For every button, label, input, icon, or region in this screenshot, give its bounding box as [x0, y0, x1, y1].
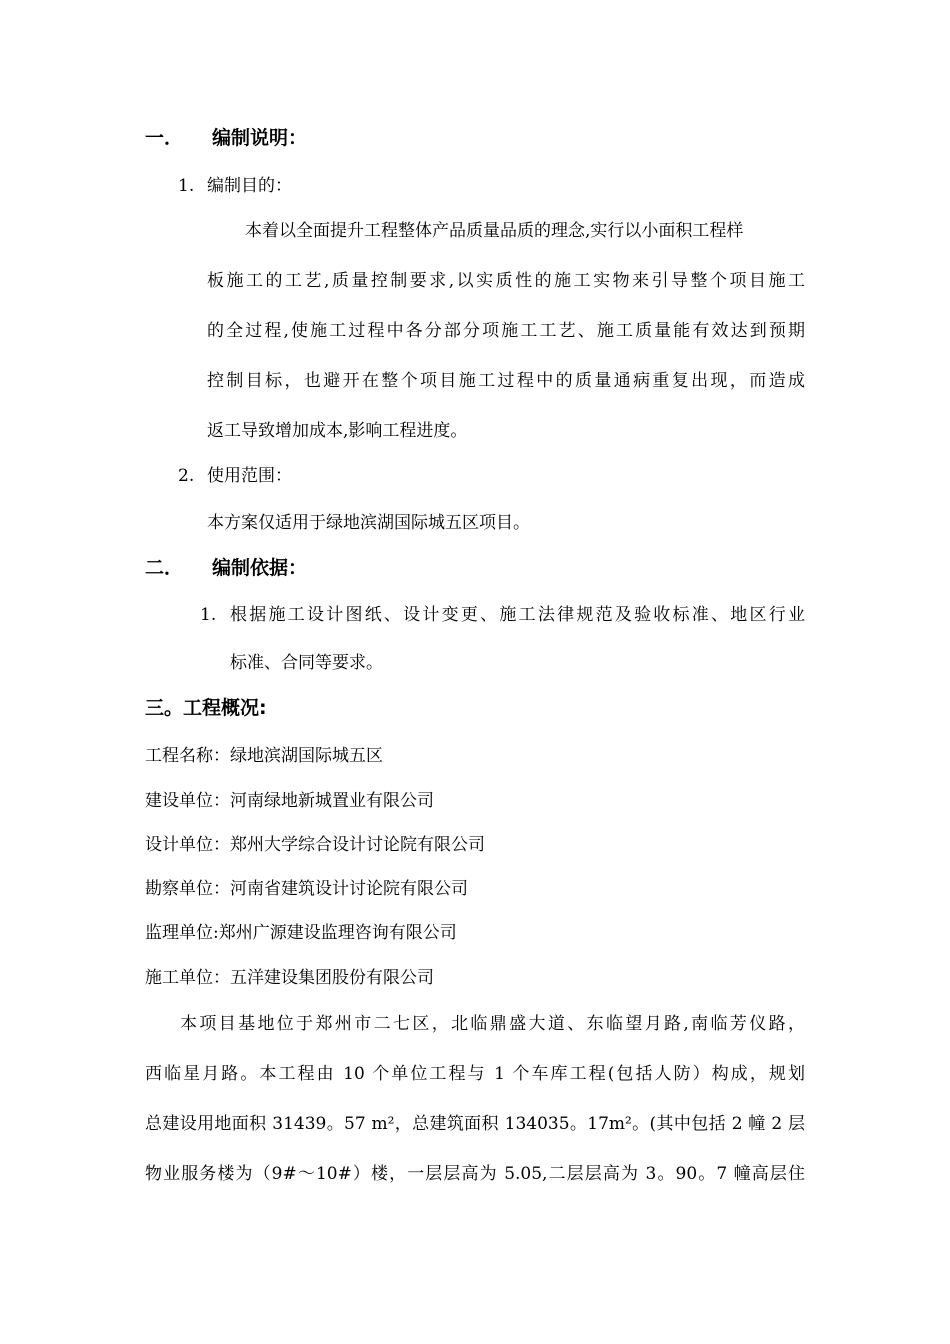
info-designer: 设计单位：郑州大学综合设计讨论院有限公司	[145, 835, 485, 855]
info-developer: 建设单位：河南绿地新城置业有限公司	[145, 791, 434, 811]
info-surveyor: 勘察单位：河南省建筑设计讨论院有限公司	[145, 879, 468, 899]
info-contractor: 施工单位：五洋建设集团股份有限公司	[145, 968, 434, 988]
purpose-line-1: 本着以全面提升工程整体产品质量品质的理念,实行以小面积工程样	[245, 221, 744, 241]
section-2-number: 二．	[145, 557, 184, 579]
basis-line-2: 标准、合同等要求。	[230, 653, 383, 673]
scope-text: 本方案仅适用于绿地滨湖国际城五区项目。	[207, 513, 530, 533]
item-1-label: 编制目的：	[207, 176, 292, 196]
purpose-line-2: 板施工的工艺,质量控制要求,以实质性的施工实物来引导整个项目施工	[207, 271, 805, 291]
section-1-title: 编制说明：	[212, 127, 308, 149]
item-2-label: 使用范围：	[207, 466, 292, 486]
section-2-title: 编制依据：	[212, 557, 308, 579]
purpose-line-3: 的全过程,使施工过程中各分部分项施工工艺、施工质量能有效达到预期	[207, 321, 805, 341]
info-project-name: 工程名称：绿地滨湖国际城五区	[145, 746, 383, 766]
basis-line-1: 根据施工设计图纸、设计变更、施工法律规范及验收标准、地区行业	[230, 605, 805, 625]
overview-line-4: 物业服务楼为（9#～10#）楼，一层层高为 5.05,二层层高为 3。90。7 幢高层住	[145, 1164, 805, 1184]
overview-line-1: 本项目基地位于郑州市二七区，北临鼎盛大道、东临望月路,南临芳仪路，	[180, 1014, 805, 1034]
basis-item-number: 1.	[200, 605, 217, 625]
info-supervisor: 监理单位:郑州广源建设监理咨询有限公司	[145, 923, 457, 943]
overview-line-3: 总建设用地面积 31439。57 m²，总建筑面积 134035。17m²。(其中包括 2 幢 2 层	[145, 1114, 805, 1134]
item-1-number: 1.	[178, 176, 195, 196]
item-2-number: 2.	[178, 466, 195, 486]
purpose-line-5: 返工导致增加成本,影响工程进度。	[207, 421, 468, 441]
purpose-line-4: 控制目标，也避开在整个项目施工过程中的质量通病重复出现，而造成	[207, 371, 805, 391]
section-3-title: 三。工程概况:	[145, 697, 267, 719]
section-1-number: 一．	[145, 127, 184, 149]
overview-line-2: 西临星月路。本工程由 10 个单位工程与 1 个车库工程(包括人防）构成，规划	[145, 1064, 805, 1084]
